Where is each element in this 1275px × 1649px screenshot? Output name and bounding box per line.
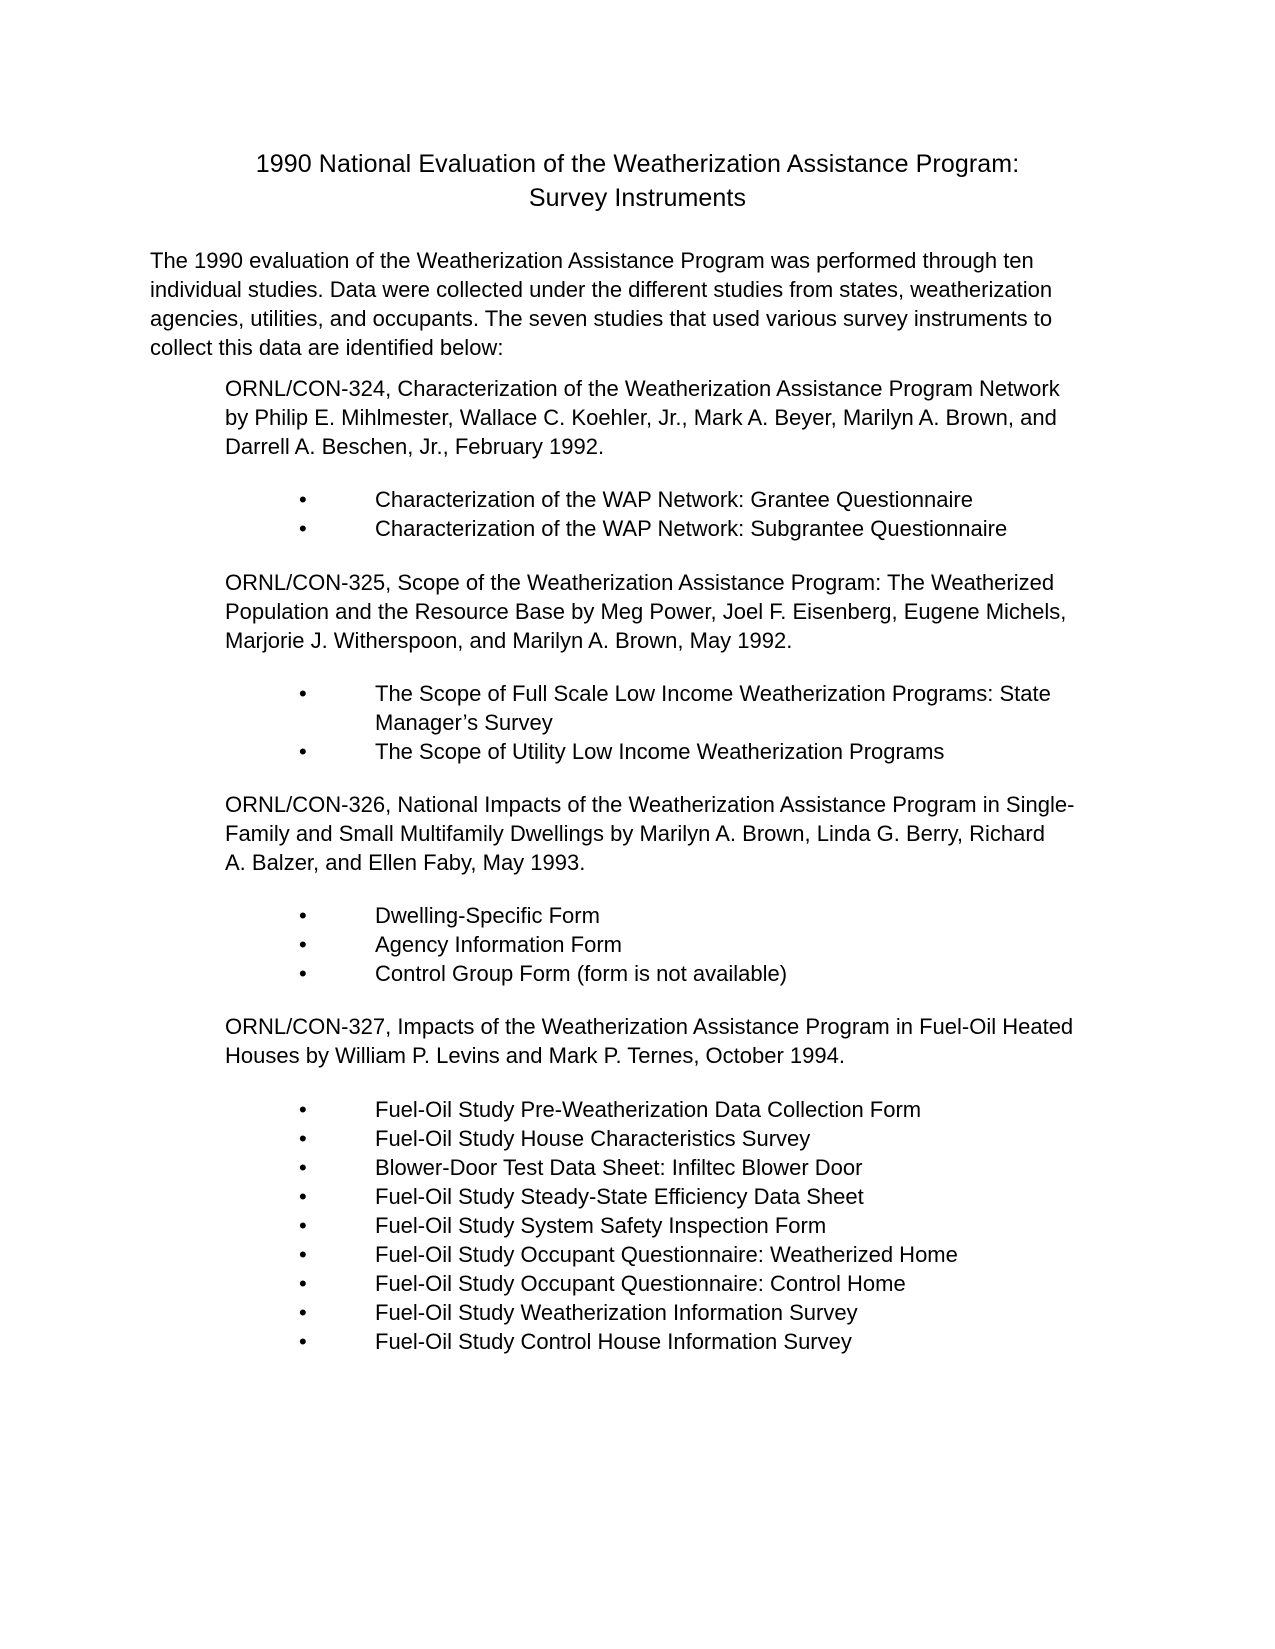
bullet-icon: • [299, 681, 307, 706]
bullet-icon: • [299, 1329, 307, 1354]
bullet-icon: • [299, 1300, 307, 1325]
instrument-item: • Fuel-Oil Study Steady-State Efficiency Data Sheet [299, 1184, 864, 1209]
bullet-icon: • [299, 1097, 307, 1122]
document-title [0, 147, 1275, 215]
citation-line: Family and Small Multifamily Dwellings by Marilyn A. Brown, Linda G. Berry, Richard [225, 821, 1045, 846]
citation-line: A. Balzer, and Ellen Faby, May 1993. [225, 850, 586, 875]
instrument-list-con-325 [225, 679, 1130, 766]
bullet-icon: • [299, 1126, 307, 1151]
citation-line: Houses by William P. Levins and Mark P. Ternes, October 1994. [225, 1043, 845, 1068]
instrument-item: • Fuel-Oil Study Control House Information Survey [299, 1329, 852, 1354]
citation-line: ORNL/CON-327, Impacts of the Weatherization Assistance Program in Fuel-Oil Heated [225, 1014, 1074, 1039]
bullet-icon: • [299, 487, 307, 512]
intro-paragraph [150, 246, 1110, 362]
citation-line: Marjorie J. Witherspoon, and Marilyn A. Brown, May 1992. [225, 628, 793, 653]
bullet-icon: • [299, 516, 307, 541]
instrument-item: • Fuel-Oil Study Occupant Questionnaire: Control Home [299, 1271, 906, 1296]
intro-line: agencies, utilities, and occupants. The seven studies that used various survey instruments to [150, 306, 1053, 331]
study-citation-con-325 [225, 568, 1130, 655]
study-citation-con-324 [225, 374, 1130, 461]
bullet-icon: • [299, 932, 307, 957]
bullet-icon: • [299, 739, 307, 764]
study-citation-con-326 [225, 790, 1130, 877]
citation-line: ORNL/CON-326, National Impacts of the Weatherization Assistance Program in Single- [225, 792, 1075, 817]
bullet-icon: • [299, 1155, 307, 1180]
instrument-item: • Fuel-Oil Study House Characteristics Survey [299, 1126, 811, 1151]
intro-line: individual studies. Data were collected under the different studies from states, weatherization [150, 277, 1053, 302]
instrument-item: • Characterization of the WAP Network: Subgrantee Questionnaire [299, 516, 1008, 541]
bullet-icon: • [299, 1271, 307, 1296]
instrument-item: • Fuel-Oil Study Weatherization Information Survey [299, 1300, 858, 1325]
bullet-icon: • [299, 1213, 307, 1238]
instrument-item: • The Scope of Utility Low Income Weatherization Programs [299, 739, 945, 764]
instrument-item: • Characterization of the WAP Network: Grantee Questionnaire [299, 487, 973, 512]
citation-line: ORNL/CON-325, Scope of the Weatherization Assistance Program: The Weatherized [225, 570, 1055, 595]
instrument-item: • Dwelling-Specific Form [299, 903, 600, 928]
instrument-item: • Blower-Door Test Data Sheet: Infiltec Blower Door [299, 1155, 863, 1180]
bullet-icon: • [299, 903, 307, 928]
citation-line: Population and the Resource Base by Meg Power, Joel F. Eisenberg, Eugene Michels, [225, 599, 1067, 624]
instrument-list-con-324 [225, 485, 1130, 543]
bullet-icon: • [299, 961, 307, 986]
study-citation-con-327 [225, 1012, 1130, 1070]
instrument-item: • The Scope of Full Scale Low Income Weatherization Programs: State Manager’s Survey [299, 681, 1051, 735]
citation-line: by Philip E. Mihlmester, Wallace C. Koehler, Jr., Mark A. Beyer, Marilyn A. Brown, and [225, 405, 1057, 430]
bullet-icon: • [299, 1242, 307, 1267]
document-title-line-1: 1990 National Evaluation of the Weatherization Assistance Program: [255, 150, 1020, 178]
document-title-line-2: Survey Instruments [528, 184, 747, 212]
instrument-item: • Fuel-Oil Study Pre-Weatherization Data Collection Form [299, 1097, 922, 1122]
citation-line: ORNL/CON-324, Characterization of the Weatherization Assistance Program Network [225, 376, 1060, 401]
intro-line: collect this data are identified below: [150, 335, 504, 360]
instrument-list-con-326 [225, 901, 1130, 988]
citation-line: Darrell A. Beschen, Jr., February 1992. [225, 434, 605, 459]
bullet-icon: • [299, 1184, 307, 1209]
instrument-list-con-327 [225, 1095, 1130, 1356]
instrument-item: • Fuel-Oil Study Occupant Questionnaire: Weatherized Home [299, 1242, 958, 1267]
instrument-item: • Fuel-Oil Study System Safety Inspection Form [299, 1213, 827, 1238]
instrument-item: • Control Group Form (form is not available) [299, 961, 788, 986]
intro-line: The 1990 evaluation of the Weatherization Assistance Program was performed through ten [150, 248, 1034, 273]
instrument-item: • Agency Information Form [299, 932, 622, 957]
